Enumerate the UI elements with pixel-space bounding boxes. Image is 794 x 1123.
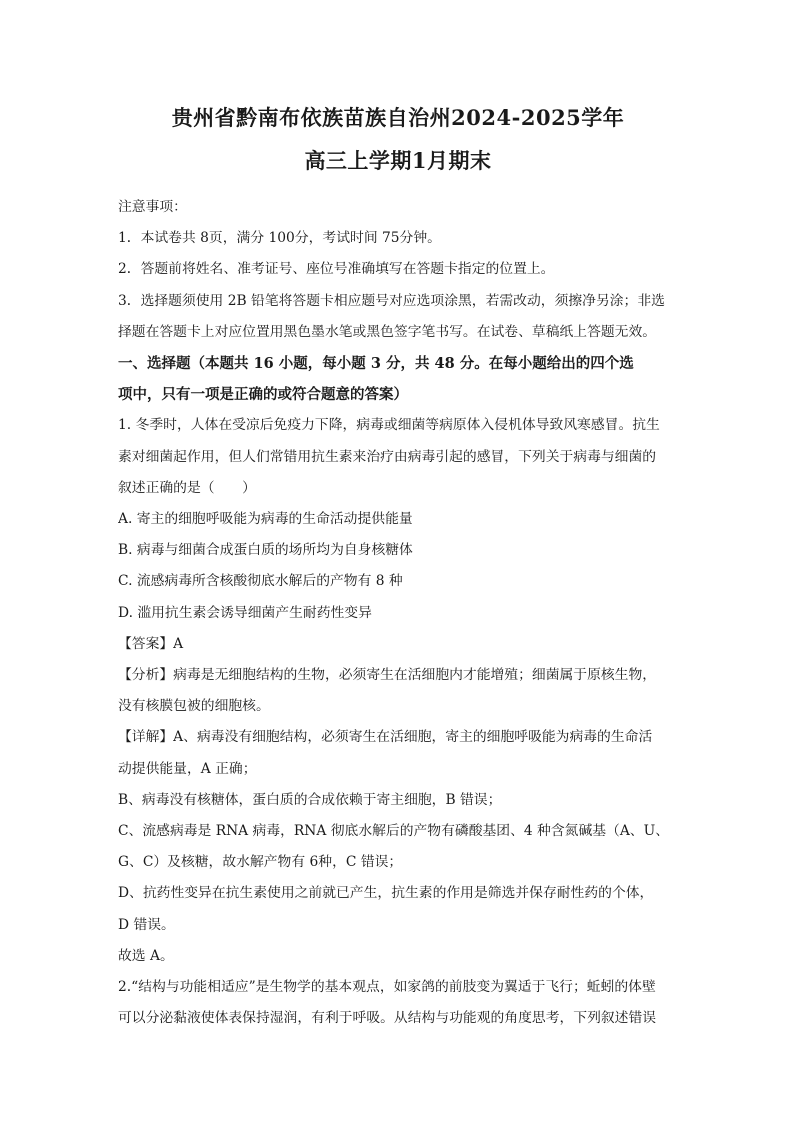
question-2-line2: 可以分泌黏液使体表保持湿润，有利于呼吸。从结构与功能观的角度思考，下列叙述错误 bbox=[118, 1010, 657, 1027]
question-1-option-a: A. 寄主的细胞呼吸能为病毒的生命活动提供能量 bbox=[118, 511, 413, 528]
detail-line2: 动提供能量，A 正确； bbox=[118, 760, 257, 777]
note-3-line2: 择题在答题卡上对应位置用黑色墨水笔或黑色签字笔书写。在试卷、草稿纸上答题无效。 bbox=[118, 323, 657, 340]
section-heading-line2: 项中，只有一项是正确的或符合题意的答案） bbox=[118, 386, 408, 404]
analysis-line2: 没有核膜包被的细胞核。 bbox=[118, 698, 270, 715]
question-2-line1: 2.“结构与功能相适应”是生物学的基本观点，如家鸽的前肢变为翼适于飞行；蚯蚓的体壁 bbox=[118, 979, 656, 996]
question-1-option-c: C. 流感病毒所含核酸彻底水解后的产物有 8 种 bbox=[118, 573, 403, 590]
detail-d-line2: D 错误。 bbox=[118, 916, 175, 933]
question-1-option-b: B. 病毒与细菌合成蛋白质的场所均为自身核糖体 bbox=[118, 542, 413, 559]
question-1-line3: 叙述正确的是（ ） bbox=[118, 479, 256, 496]
document-body bbox=[118, 192, 678, 1034]
detail-b: B、病毒没有核糖体，蛋白质的合成依赖于寄主细胞，B 错误； bbox=[118, 791, 502, 808]
note-3-line1: 3．选择题须使用 2B 铅笔将答题卡相应题号对应选项涂黑，若需改动，须擦净另涂；非选 bbox=[118, 292, 665, 309]
analysis-line1: 【分析】病毒是无细胞结构的生物，必须寄生在活细胞内才能增殖；细菌属于原核生物， bbox=[118, 667, 657, 684]
detail-c-line2: G、C）及核糖，故水解产物有 6种，C 错误； bbox=[118, 854, 403, 871]
detail-line1: 【详解】A、病毒没有细胞结构，必须寄生在活细胞，寄主的细胞呼吸能为病毒的生命活 bbox=[118, 729, 653, 746]
conclusion: 故选 A。 bbox=[118, 947, 174, 964]
answer-label: 【答案】A bbox=[118, 635, 184, 652]
section-heading-line1: 一、选择题（本题共 16 小题，每小题 3 分，共 48 分。在每小题给出的四个选 bbox=[118, 355, 634, 373]
detail-c-line1: C、流感病毒是 RNA 病毒，RNA 彻底水解后的产物有磷酸基团、4 种含氮碱基（A、U、 bbox=[118, 823, 670, 840]
question-1-line1: 1. 冬季时，人体在受凉后免疫力下降，病毒或细菌等病原体入侵机体导致风寒感冒。抗生 bbox=[118, 417, 660, 434]
document-title-line2: 高三上学期1月期末 bbox=[304, 148, 492, 173]
note-2: 2．答题前将姓名、准考证号、座位号准确填写在答题卡指定的位置上。 bbox=[118, 261, 555, 278]
note-1: 1．本试卷共 8页，满分 100分，考试时间 75分钟。 bbox=[118, 230, 441, 247]
detail-d-line1: D、抗药性变异在抗生素使用之前就已产生，抗生素的作用是筛选并保存耐性药的个体， bbox=[118, 885, 654, 902]
notes-heading: 注意事项： bbox=[118, 199, 187, 215]
document-title-line1: 贵州省黔南布依族苗族自治州2024-2025学年 bbox=[171, 105, 625, 130]
question-1-option-d: D. 滥用抗生素会诱导细菌产生耐药性变异 bbox=[118, 604, 372, 621]
question-1-line2: 素对细菌起作用，但人们常错用抗生素来治疗由病毒引起的感冒，下列关于病毒与细菌的 bbox=[118, 448, 657, 465]
